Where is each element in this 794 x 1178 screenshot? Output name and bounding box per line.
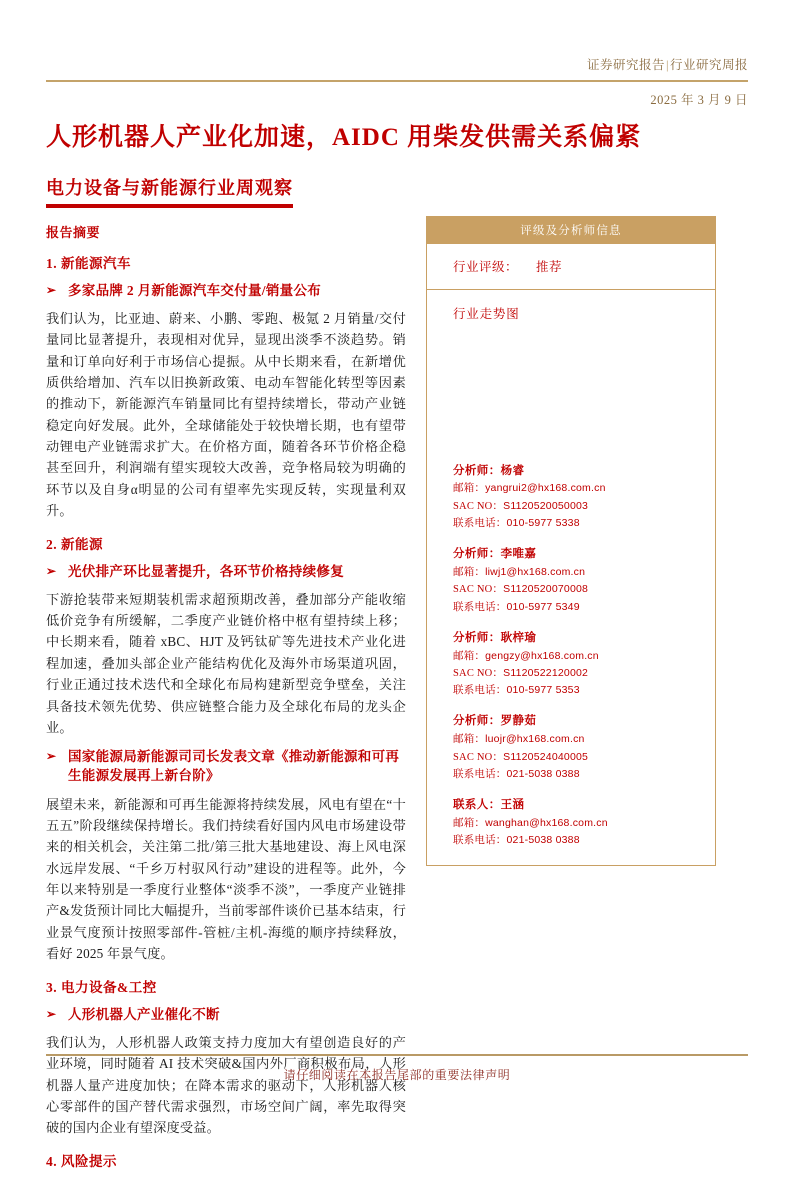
analyst-sac-number	[453, 749, 705, 766]
analyst-phone-label: 联系电话：	[453, 601, 507, 613]
sidebar	[426, 216, 716, 867]
analyst-sac-number-value: S1120520050003	[503, 499, 589, 512]
analyst-sac-number-label: SAC NO：	[453, 584, 504, 596]
page-subtitle: 电力设备与新能源行业周观察	[46, 178, 293, 198]
subtitle-block	[46, 178, 293, 208]
header-divider	[46, 80, 748, 82]
section-bullet	[46, 1005, 406, 1024]
section-paragraph: 我们认为，人形机器人政策支持力度加大有望创造良好的产业环境，同时随着 AI 技术突破&国内外厂商积极布局，人形机器人量产进度加快；在降本需求的驱动下，人形机器人核心零部件的国产替代需求强烈，市场空间广阔，率先取得突破的国内企业有望深度受益。	[46, 1034, 406, 1136]
bullet-label: 人形机器人产业催化不断	[68, 1006, 220, 1022]
analyst-email-label: 邮箱：	[453, 734, 486, 746]
analyst-phone-label: 联系电话：	[453, 768, 507, 780]
subtitle-underline	[46, 204, 293, 208]
industry-rating-row	[427, 244, 715, 290]
rating-label: 行业评级：	[453, 259, 519, 274]
analyst-phone[interactable]	[453, 599, 705, 616]
analyst-email-value[interactable]: yangrui2@hx168.com.cn	[485, 482, 606, 495]
panel-title: 评级及分析师信息	[427, 217, 715, 244]
analyst-list	[427, 461, 715, 866]
analyst-sac-number-value: S1120522120002	[503, 666, 589, 679]
analyst-name: 联系人：王涵	[453, 799, 525, 812]
analyst-email-label: 邮箱：	[453, 567, 486, 579]
analyst-email-label: 邮箱：	[453, 483, 486, 495]
analyst-sac-number-label: SAC NO：	[453, 500, 504, 512]
analyst-phone-value[interactable]: 010-5977 5349	[506, 600, 580, 613]
analyst-card	[453, 797, 705, 849]
analyst-email-value[interactable]: liwj1@hx168.com.cn	[485, 566, 586, 579]
kicker-right: 行业研究周报	[669, 58, 748, 72]
section-heading: 2. 新能源	[46, 536, 103, 552]
page-title: 人形机器人产业化加速，AIDC 用柴发供需关系偏紧	[46, 124, 642, 151]
chart-title: 行业走势图	[453, 306, 520, 321]
analyst-email-value[interactable]: gengzy@hx168.com.cn	[485, 649, 599, 662]
analyst-phone-value[interactable]: 021-5038 0388	[506, 767, 580, 780]
analyst-phone[interactable]	[453, 682, 705, 699]
analyst-email-label: 邮箱：	[453, 817, 486, 829]
bullet-arrow-icon: ➢	[46, 749, 57, 764]
section-heading: 4. 风险提示	[46, 1153, 117, 1169]
analyst-phone[interactable]	[453, 766, 705, 783]
analyst-sac-number	[453, 581, 705, 598]
analyst-phone-value[interactable]: 021-5038 0388	[506, 834, 580, 847]
bullet-arrow-icon: ➢	[46, 282, 57, 297]
analyst-sac-number	[453, 665, 705, 682]
analyst-sac-number-label: SAC NO：	[453, 667, 504, 679]
body-columns	[46, 222, 748, 1178]
analyst-name: 分析师：李唯嘉	[453, 548, 537, 561]
page-footer	[46, 1054, 748, 1083]
analyst-email-value[interactable]: wanghan@hx168.com.cn	[485, 816, 608, 829]
sections-container	[46, 252, 406, 1170]
analyst-name: 分析师：罗静茹	[453, 715, 537, 728]
industry-trend-chart	[427, 290, 715, 461]
analyst-phone[interactable]	[453, 515, 705, 532]
kicker-separator: |	[665, 58, 669, 72]
analyst-phone-value[interactable]: 010-5977 5338	[506, 516, 580, 529]
rating-analyst-panel	[426, 216, 716, 867]
analyst-email[interactable]	[453, 564, 705, 581]
analyst-card	[453, 713, 705, 783]
analyst-phone-label: 联系电话：	[453, 835, 507, 847]
section-paragraph: 下游抢装带来短期装机需求超预期改善，叠加部分产能收缩低价竞争有所缓解，二季度产业链价格中枢有望持续上移；中长期来看，随着 xBC、HJT 及钙钛矿等先进技术产业化进程加速，叠加头部企业产能结构优化及海外市场渠道巩固，行业正通过技术迭代和全球化布局构建新型竞争壁垒，关注具备技术领先优势、供应链整合能力及全球化布局的龙头企业。	[46, 591, 406, 735]
legal-disclaimer: 请仔细阅读在本报告尾部的重要法律声明	[283, 1068, 511, 1082]
analyst-email[interactable]	[453, 648, 705, 665]
bullet-label: 国家能源局新能源司司长发表文章《推动新能源和可再生能源发展再上新台阶》	[68, 749, 400, 784]
section-paragraph: 我们认为，比亚迪、蔚来、小鹏、零跑、极氪 2 月销量/交付量同比显著提升，表现相对优异，显现出淡季不淡趋势。销量和订单向好利于市场信心提振。从中长期来看，在新增优质供给增加、汽车以旧换新政策、电动车智能化转型等因素的推动下，新能源汽车销量同比有望持续增长，带动产业链稳定向好发展。此外，全球储能处于较快增长期，也有望带动锂电产业链需求扩大。在价格方面，随着各环节价格企稳甚至回升，利润端有望实现较大改善，竞争格局较为明确的环节以及自身α明显的公司有望率先实现反转，实现量利双升。	[46, 310, 406, 519]
summary-label: 报告摘要	[46, 224, 101, 240]
analyst-phone-label: 联系电话：	[453, 685, 507, 697]
analyst-name: 分析师：杨睿	[453, 464, 525, 477]
analyst-sac-number	[453, 498, 705, 515]
analyst-card	[453, 630, 705, 700]
bullet-arrow-icon: ➢	[46, 1006, 57, 1021]
analyst-sac-number-label: SAC NO：	[453, 751, 504, 763]
analyst-email-value[interactable]: luojr@hx168.com.cn	[485, 733, 585, 746]
section-bullet	[46, 281, 406, 300]
analyst-email[interactable]	[453, 731, 705, 748]
analyst-phone-value[interactable]: 010-5977 5353	[506, 684, 580, 697]
analyst-sac-number-value: S1120524040005	[503, 750, 589, 763]
chart-canvas	[453, 326, 705, 444]
analyst-name: 分析师：耿梓瑜	[453, 631, 537, 644]
section-paragraph: 展望未来，新能源和可再生能源将持续发展，风电有望在“十五五”阶段继续保持增长。我们持续看好国内风电市场建设带来的相关机会，关注第二批/第三批大基地建设、海上风电深水远岸发展、“千乡万村驭风行动”建设的进程等。此外，今年以来特别是一季度行业整体“淡季不淡”，一季度产业链排产&发货预计同比大幅提升，当前零部件谈价已基本结束，行业景气度预计按照零部件-管桩/主机-海缆的顺序持续释放，看好 2025 年景气度。	[46, 796, 406, 962]
section-heading: 1. 新能源汽车	[46, 255, 131, 271]
analyst-email[interactable]	[453, 815, 705, 832]
analyst-email[interactable]	[453, 480, 705, 497]
analyst-card	[453, 546, 705, 616]
bullet-label: 光伏排产环比显著提升，各环节价格持续修复	[68, 563, 344, 579]
section-bullet	[46, 747, 406, 785]
report-summary-column	[46, 222, 418, 1178]
footer-divider	[46, 1054, 748, 1056]
section-bullet	[46, 562, 406, 581]
report-date: 2025 年 3 月 9 日	[650, 93, 748, 107]
report-kicker	[46, 0, 748, 73]
analyst-card	[453, 463, 705, 533]
analyst-email-label: 邮箱：	[453, 650, 486, 662]
analyst-sac-number-value: S1120520070008	[503, 583, 589, 596]
bullet-arrow-icon: ➢	[46, 563, 57, 578]
section-heading: 3. 电力设备&工控	[46, 979, 157, 995]
kicker-left: 证券研究报告	[586, 58, 665, 72]
status-badge: 推荐	[536, 259, 563, 274]
analyst-phone[interactable]	[453, 832, 705, 849]
analyst-phone-label: 联系电话：	[453, 517, 507, 529]
bullet-label: 多家品牌 2 月新能源汽车交付量/销量公布	[68, 282, 322, 298]
